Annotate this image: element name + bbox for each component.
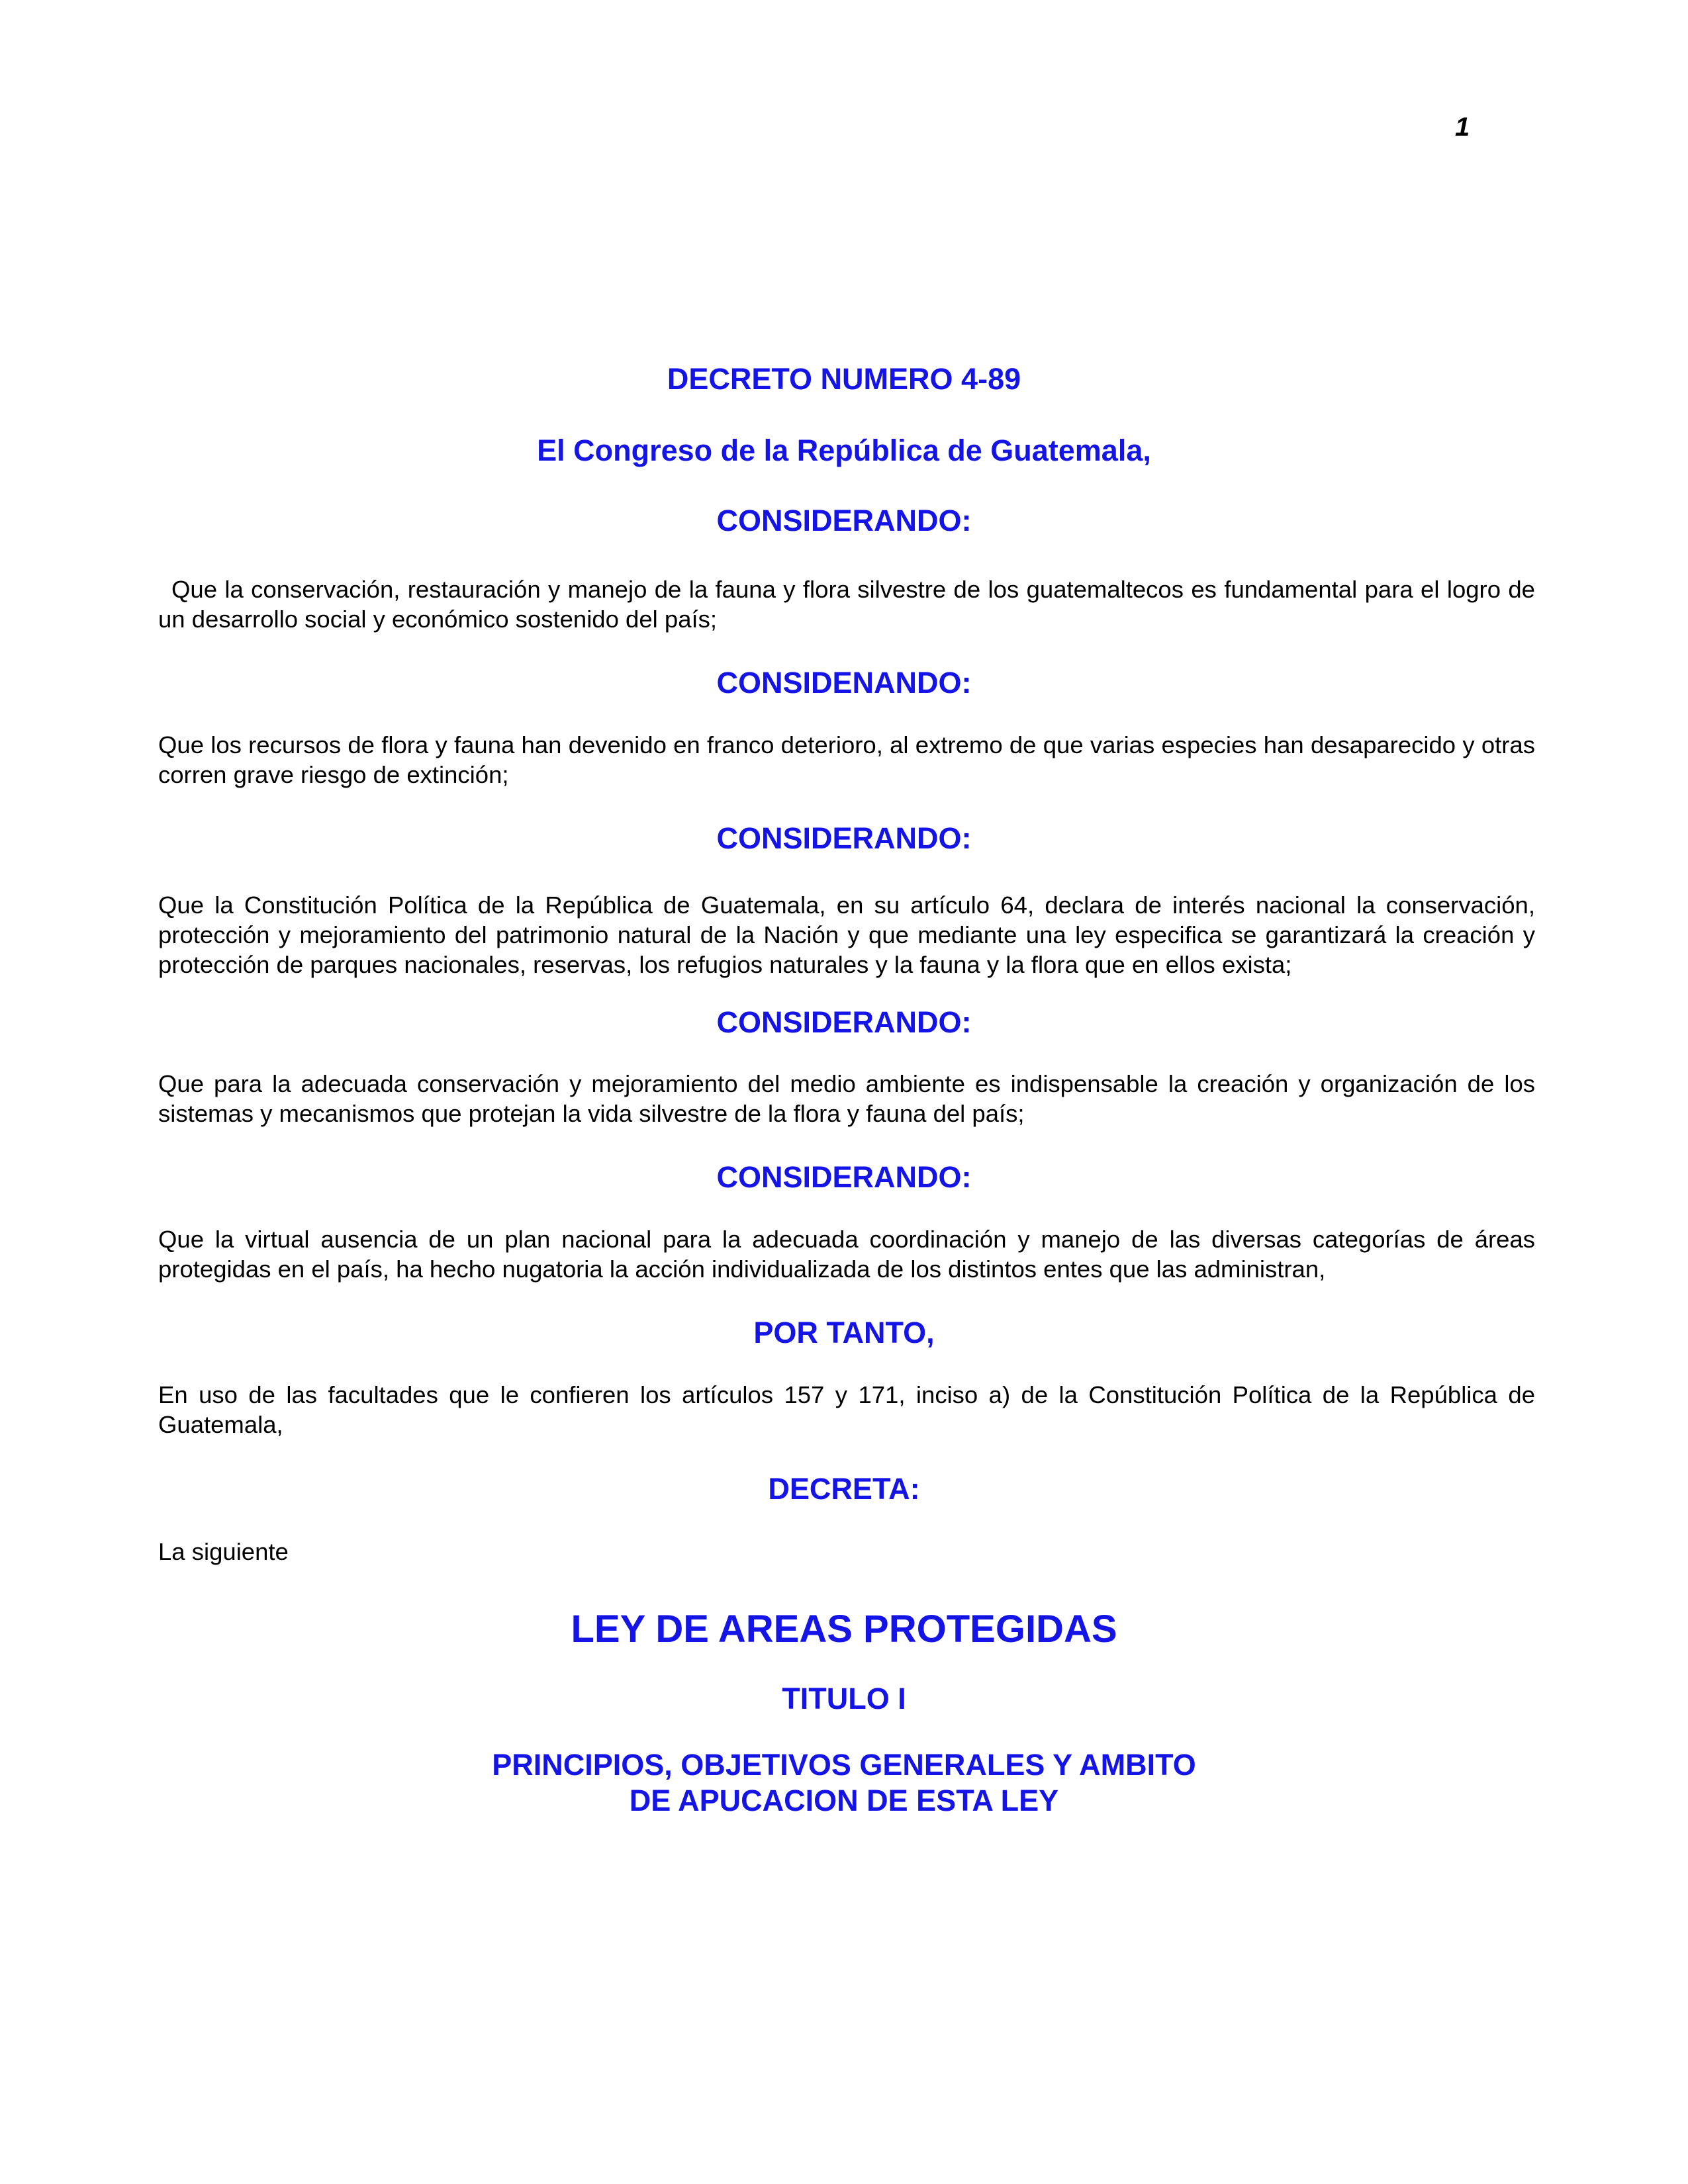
considerando-heading-2: CONSIDENANDO:: [716, 666, 972, 700]
titulo-heading: TITULO I: [782, 1682, 906, 1715]
considerando-heading-5: CONSIDERANDO:: [716, 1160, 972, 1194]
titulo-name-line-2: DE APUCACION DE ESTA LEY: [629, 1784, 1059, 1817]
page-number: 1: [1455, 113, 1470, 142]
considerando-text-1: Que la conservación, restauración y manejo de la fauna y flora silvestre de los guatemaltecos es fundamental para el logro de un desarrollo social y económico sostenido del país;: [158, 576, 1535, 633]
considerando-text-2: Que los recursos de flora y fauna han devenido en franco deterioro, al extremo de que varias especies han desaparecido y otras corren grave riesgo de extinción;: [158, 731, 1535, 788]
considerando-text-4: Que para la adecuada conservación y mejoramiento del medio ambiente es indispensable la creación y organización de los sistemas y mecanismos que protejan la vida silvestre de la flora y fauna del país;: [158, 1070, 1535, 1127]
law-title: LEY DE AREAS PROTEGIDAS: [571, 1608, 1117, 1651]
considerando-heading-3: CONSIDERANDO:: [716, 821, 972, 855]
considerando-text-5: Que la virtual ausencia de un plan nacional para la adecuada coordinación y manejo de las diversas categorías de áreas protegidas en el país, ha hecho nugatoria la acción individualizada de los distintos entes que las administran,: [158, 1226, 1535, 1283]
considerando-heading-1: CONSIDERANDO:: [716, 504, 972, 537]
titulo-name-line-1: PRINCIPIOS, OBJETIVOS GENERALES Y AMBITO: [492, 1748, 1196, 1782]
considerando-heading-4: CONSIDERANDO:: [716, 1005, 972, 1039]
congress-heading: El Congreso de la República de Guatemala,: [537, 433, 1151, 467]
decreta-text: La siguiente: [158, 1538, 289, 1565]
por-tanto-heading: POR TANTO,: [753, 1316, 935, 1349]
por-tanto-text: En uso de las facultades que le confieren los artículos 157 y 171, inciso a) de la Constitución Política de la República de Guatemala,: [158, 1381, 1535, 1438]
considerando-text-3: Que la Constitución Política de la República de Guatemala, en su artículo 64, declara de interés nacional la conservación, protección y mejoramiento del patrimonio natural de la Nación y que mediante una ley especifica se garantizará la creación y protección de parques nacionales, reservas, los refugios naturales y la fauna y la flora que en ellos exista;: [158, 891, 1535, 978]
decree-title: DECRETO NUMERO 4-89: [667, 362, 1021, 396]
decreta-heading: DECRETA:: [768, 1472, 920, 1506]
